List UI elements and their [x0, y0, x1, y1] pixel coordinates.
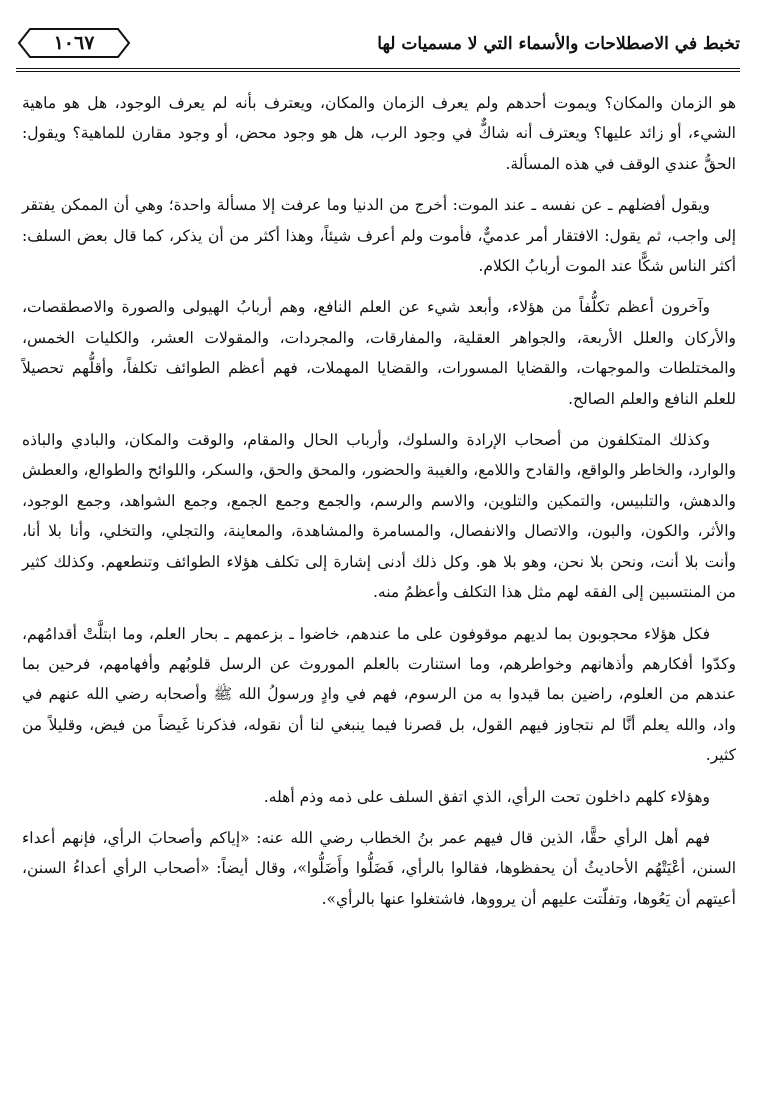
paragraph-1: هو الزمان والمكان؟ ويموت أحدهم ولم يعرف الزمان والمكان، ويعترف بأنه لم يعرف الوجود، هل هو ماهية الشيء، أو زائد عليها؟ ويعترف أنه شاكٌّ في وجود الرب، هل هو وجود محض، أو وجود مقارن للماهية؟ ويقول: الحقُّ عندي الوقف في هذه المسألة.: [22, 94, 736, 173]
page-body: [22, 88, 736, 925]
page-number-cartouche: [16, 26, 132, 60]
paragraph-3: وآخرون أعظم تكلُّفاً من هؤلاء، وأبعد شيء عن العلم النافع، وهم أربابُ الهيولى والصورة والاصطقصات، والأركان والعلل الأربعة، والجواهر العقلية، والمفارقات، والمجردات، والمقولات العشر، والكليات الخمس، والمختلطات والموجهات، والقضايا المسورات، والقضايا المهملات، فهم أعظم الطوائف تكلفاً، وأقلُّهم تحصيلاً للعلم النافع والعلم الصالح.: [22, 298, 736, 408]
header-divider: [16, 68, 740, 72]
paragraph-5: فكل هؤلاء محجوبون بما لديهم موقوفون على ما عندهم، خاضوا ـ بزعمهم ـ بحار العلم، وما ابتلَّتْ أقدامُهم، وكدّوا أفكارهم وأذهانهم وخواطرهم، وما استنارت بالعلم الموروث عن الرسل قلوبُهم وأفهامهم، فرحين بما عندهم من العلوم، راضين بما قيدوا به من الرسوم، فهم في وادٍ ورسولُ الله ﷺ وأصحابه رضي الله عنهم في واد، والله يعلم أنَّا لم نتجاوز فيهم القول، بل قصرنا فيما ينبغي لنا أن نقوله، فذكرنا غَيضاً من فيض، وقليلاً من كثير.: [22, 624, 736, 765]
paragraph-6: وهؤلاء كلهم داخلون تحت الرأي، الذي اتفق السلف على ذمه وذم أهله.: [263, 787, 710, 806]
paragraph-4: وكذلك المتكلفون من أصحاب الإرادة والسلوك، وأرباب الحال والمقام، والوقت والمكان، والبادي والباذه والوارد، والخاطر والواقع، والقادح واللامع، والغيبة والحضور، والمحق والحق، والسكر، واللوائح والطوالع، والعطش والدهش، والتلبيس، والتمكين والتلوين، والاسم والرسم، والجمع وجمع الجمع، وجمع الشواهد، وجمع الوجود، والأثر، والكون، والبون، والاتصال والانفصال، والمسامرة والمشاهدة، والمعاينة، والتجلي، والتخلي، وأنا بلا أنا، وأنت بلا أنت، ونحن بلا نحن، وهو بلا هو. وكل ذلك أدنى إشارة إلى تكلف هؤلاء الطوائف وتنطعهم. وكذلك كثير من المنتسبين إلى الفقه لهم مثل هذا التكلف وأعظمُ منه.: [22, 431, 736, 602]
page-number: ١٠٦٧: [53, 32, 95, 54]
paragraph-7: فهم أهل الرأي حقًّا، الذين قال فيهم عمر بنُ الخطاب رضي الله عنه: «إياكم وأصحابَ الرأي، فإنهم أعداء السنن، أعْيَتْهُم الأحاديثُ أن يحفظوها، فقالوا بالرأي، فَضَلُّوا وأَضَلُّوا»، وقال أيضاً: «أصحاب الرأي أعداءُ السنن، أعيتهم أن يَعُوها، وتفلّتت عليهم أن يرووها، فاشتغلوا عنها بالرأي».: [22, 828, 736, 908]
paragraph-2: ويقول أفضلهم ـ عن نفسه ـ عند الموت: أخرج من الدنيا وما عرفت إلا مسألة واحدة؛ وهي أن الممكن يفتقر إلى واجب، ثم يقول: الافتقار أمر عدميٌّ، فأموت ولم أعرف شيئاً، وهذا أكثر من أن يذكر، كما قال بعض السلف: أكثر الناس شكًّا عند الموت أربابُ الكلام.: [22, 196, 736, 276]
page-header: [16, 26, 740, 72]
running-title: تخبط في الاصطلاحات والأسماء التي لا مسميات لها: [377, 34, 740, 54]
